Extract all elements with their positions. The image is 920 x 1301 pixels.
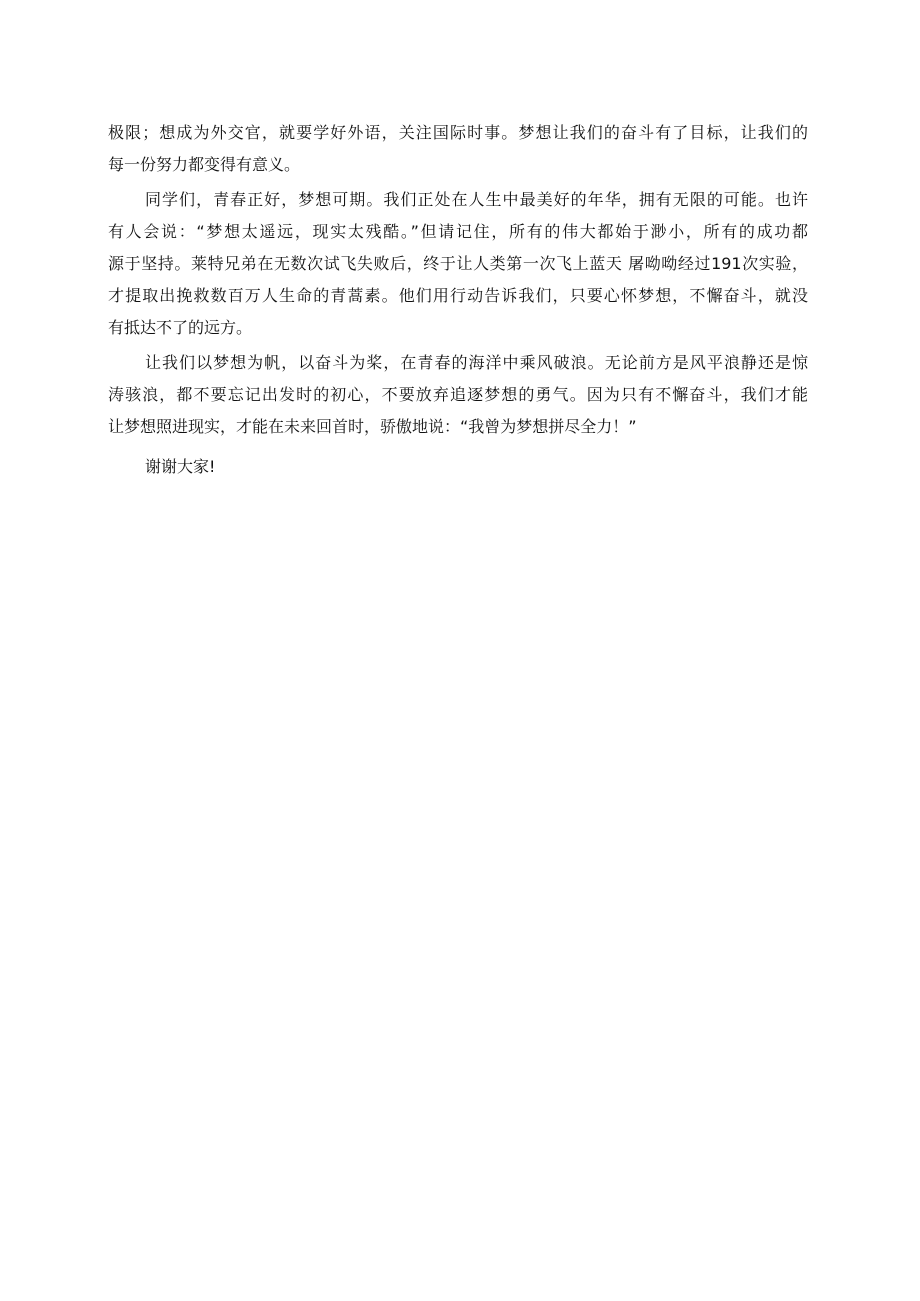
paragraph-line: 让梦想照进现实，才能在未来回首时，骄傲地说：“我曾为梦想拼尽全力！” [108, 417, 637, 436]
paragraph-line: 让我们以梦想为帆，以奋斗为桨，在青春的海洋中乘风破浪。无论前方是风平浪静还是惊 [145, 353, 808, 372]
paragraph-3 [108, 347, 808, 443]
paragraph-line: 有抵达不了的远方。 [108, 318, 253, 337]
closing-paragraph [108, 451, 808, 483]
paragraph-line: 有人会说：“梦想太遥远，现实太残酷。”但请记住，所有的伟大都始于渺小，所有的成功都 [108, 222, 808, 241]
paragraph-line: 源于坚持。莱特兄弟在无数次试飞失败后，终于让人类第一次飞上蓝天 屠呦呦经过191次实验， [108, 254, 808, 273]
paragraph-line: 才提取出挽救数百万人生命的青蒿素。他们用行动告诉我们，只要心怀梦想，不懈奋斗，就没 [108, 286, 808, 305]
speech-text-body [108, 117, 808, 483]
paragraph-1 [108, 117, 808, 181]
paragraph-line: 同学们，青春正好，梦想可期。我们正处在人生中最美好的年华，拥有无限的可能。也许 [145, 190, 808, 209]
paragraph-2 [108, 184, 808, 344]
paragraph-line: 涛骇浪，都不要忘记出发时的初心，不要放弃追逐梦想的勇气。因为只有不懈奋斗，我们才能 [108, 385, 808, 404]
paragraph-line: 极限；想成为外交官，就要学好外语，关注国际时事。梦想让我们的奋斗有了目标，让我们的 [108, 123, 808, 142]
paragraph-line: 每一份努力都变得有意义。 [108, 155, 301, 174]
closing-line: 谢谢大家! [145, 457, 216, 476]
